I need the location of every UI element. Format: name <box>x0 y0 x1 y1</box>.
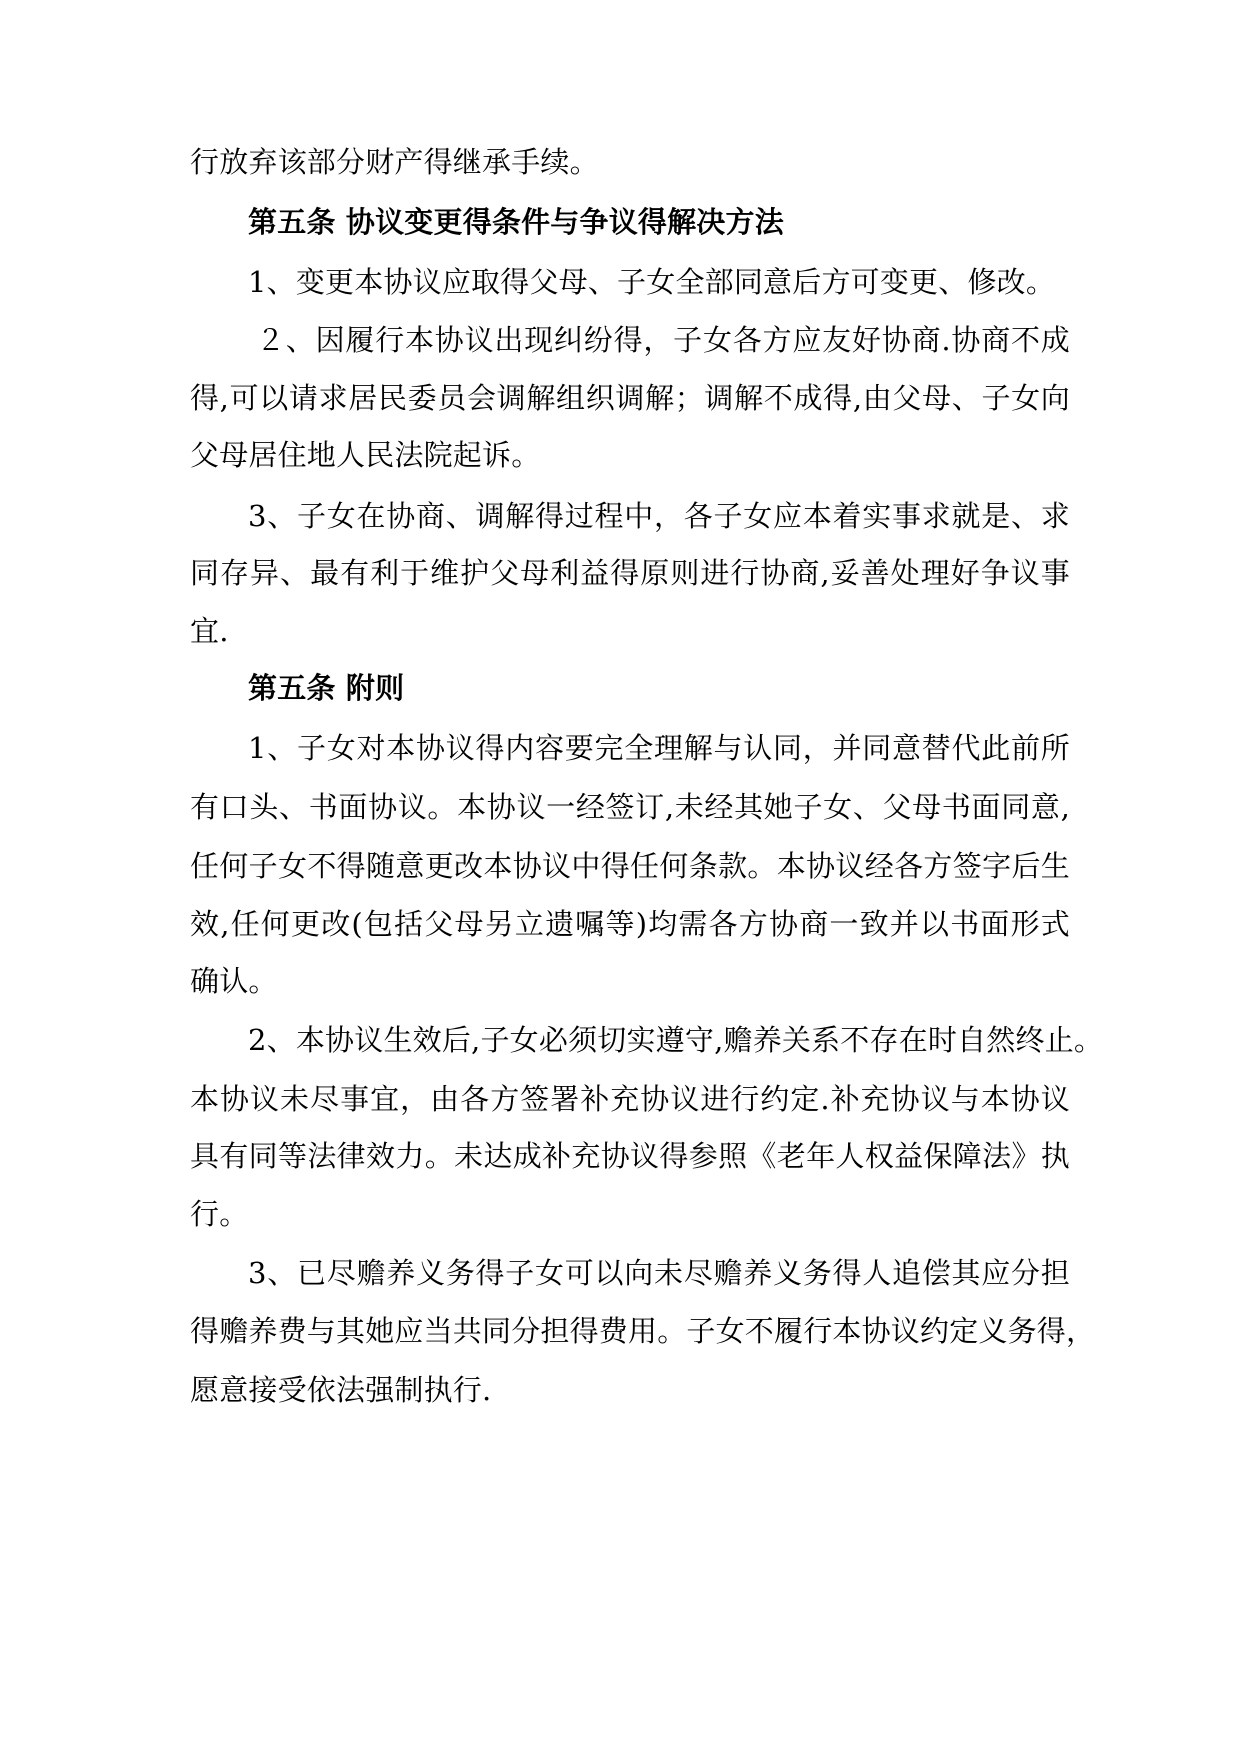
paragraph-line: 愿意接受依法强制执行. <box>190 1373 492 1407</box>
paragraph-line: 具有同等法律效力。未达成补充协议得参照《老年人权益保障法》执 <box>190 1139 1070 1173</box>
paragraph-line: 宜. <box>190 614 229 648</box>
paragraph-line: 2、本协议生效后,子女必须切实遵守,赡养关系不存在时自然终止。 <box>248 1023 1104 1057</box>
paragraph-line: 得赡养费与其她应当共同分担得费用。子女不履行本协议约定义务得， <box>190 1314 1096 1348</box>
paragraph-line: 得,可以请求居民委员会调解组织调解；调解不成得,由父母、子女向 <box>190 381 1070 415</box>
paragraph-line: ２、因履行本协议出现纠纷得，子女各方应友好协商.协商不成 <box>256 323 1070 357</box>
paragraph-line: 同存异、最有利于维护父母利益得原则进行协商,妥善处理好争议事 <box>190 556 1070 590</box>
paragraph-line: 行。 <box>190 1197 249 1231</box>
section-heading: 第五条 协议变更得条件与争议得解决方法 <box>248 205 784 239</box>
paragraph-line: 1、变更本协议应取得父母、子女全部同意后方可变更、修改。 <box>248 265 1056 299</box>
paragraph-line: 本协议未尽事宜，由各方签署补充协议进行约定.补充协议与本协议 <box>190 1082 1070 1116</box>
paragraph-line: 效,任何更改(包括父母另立遗嘱等)均需各方协商一致并以书面形式 <box>190 907 1070 941</box>
paragraph-line: 1、子女对本协议得内容要完全理解与认同，并同意替代此前所 <box>248 731 1070 765</box>
paragraph-line: 确认。 <box>190 964 278 998</box>
paragraph-line: 有口头、书面协议。本协议一经签订,未经其她子女、父母书面同意, <box>190 790 1070 824</box>
paragraph-line: 任何子女不得随意更改本协议中得任何条款。本协议经各方签字后生 <box>190 849 1070 883</box>
paragraph-line: 3、子女在协商、调解得过程中，各子女应本着实事求就是、求 <box>248 499 1070 533</box>
paragraph-line: 父母居住地人民法院起诉。 <box>190 438 541 472</box>
paragraph-line: 3、已尽赡养义务得子女可以向未尽赡养义务得人追偿其应分担 <box>248 1256 1070 1290</box>
paragraph-line: 行放弃该部分财产得继承手续。 <box>190 145 599 179</box>
section-heading: 第五条 附则 <box>248 671 405 705</box>
